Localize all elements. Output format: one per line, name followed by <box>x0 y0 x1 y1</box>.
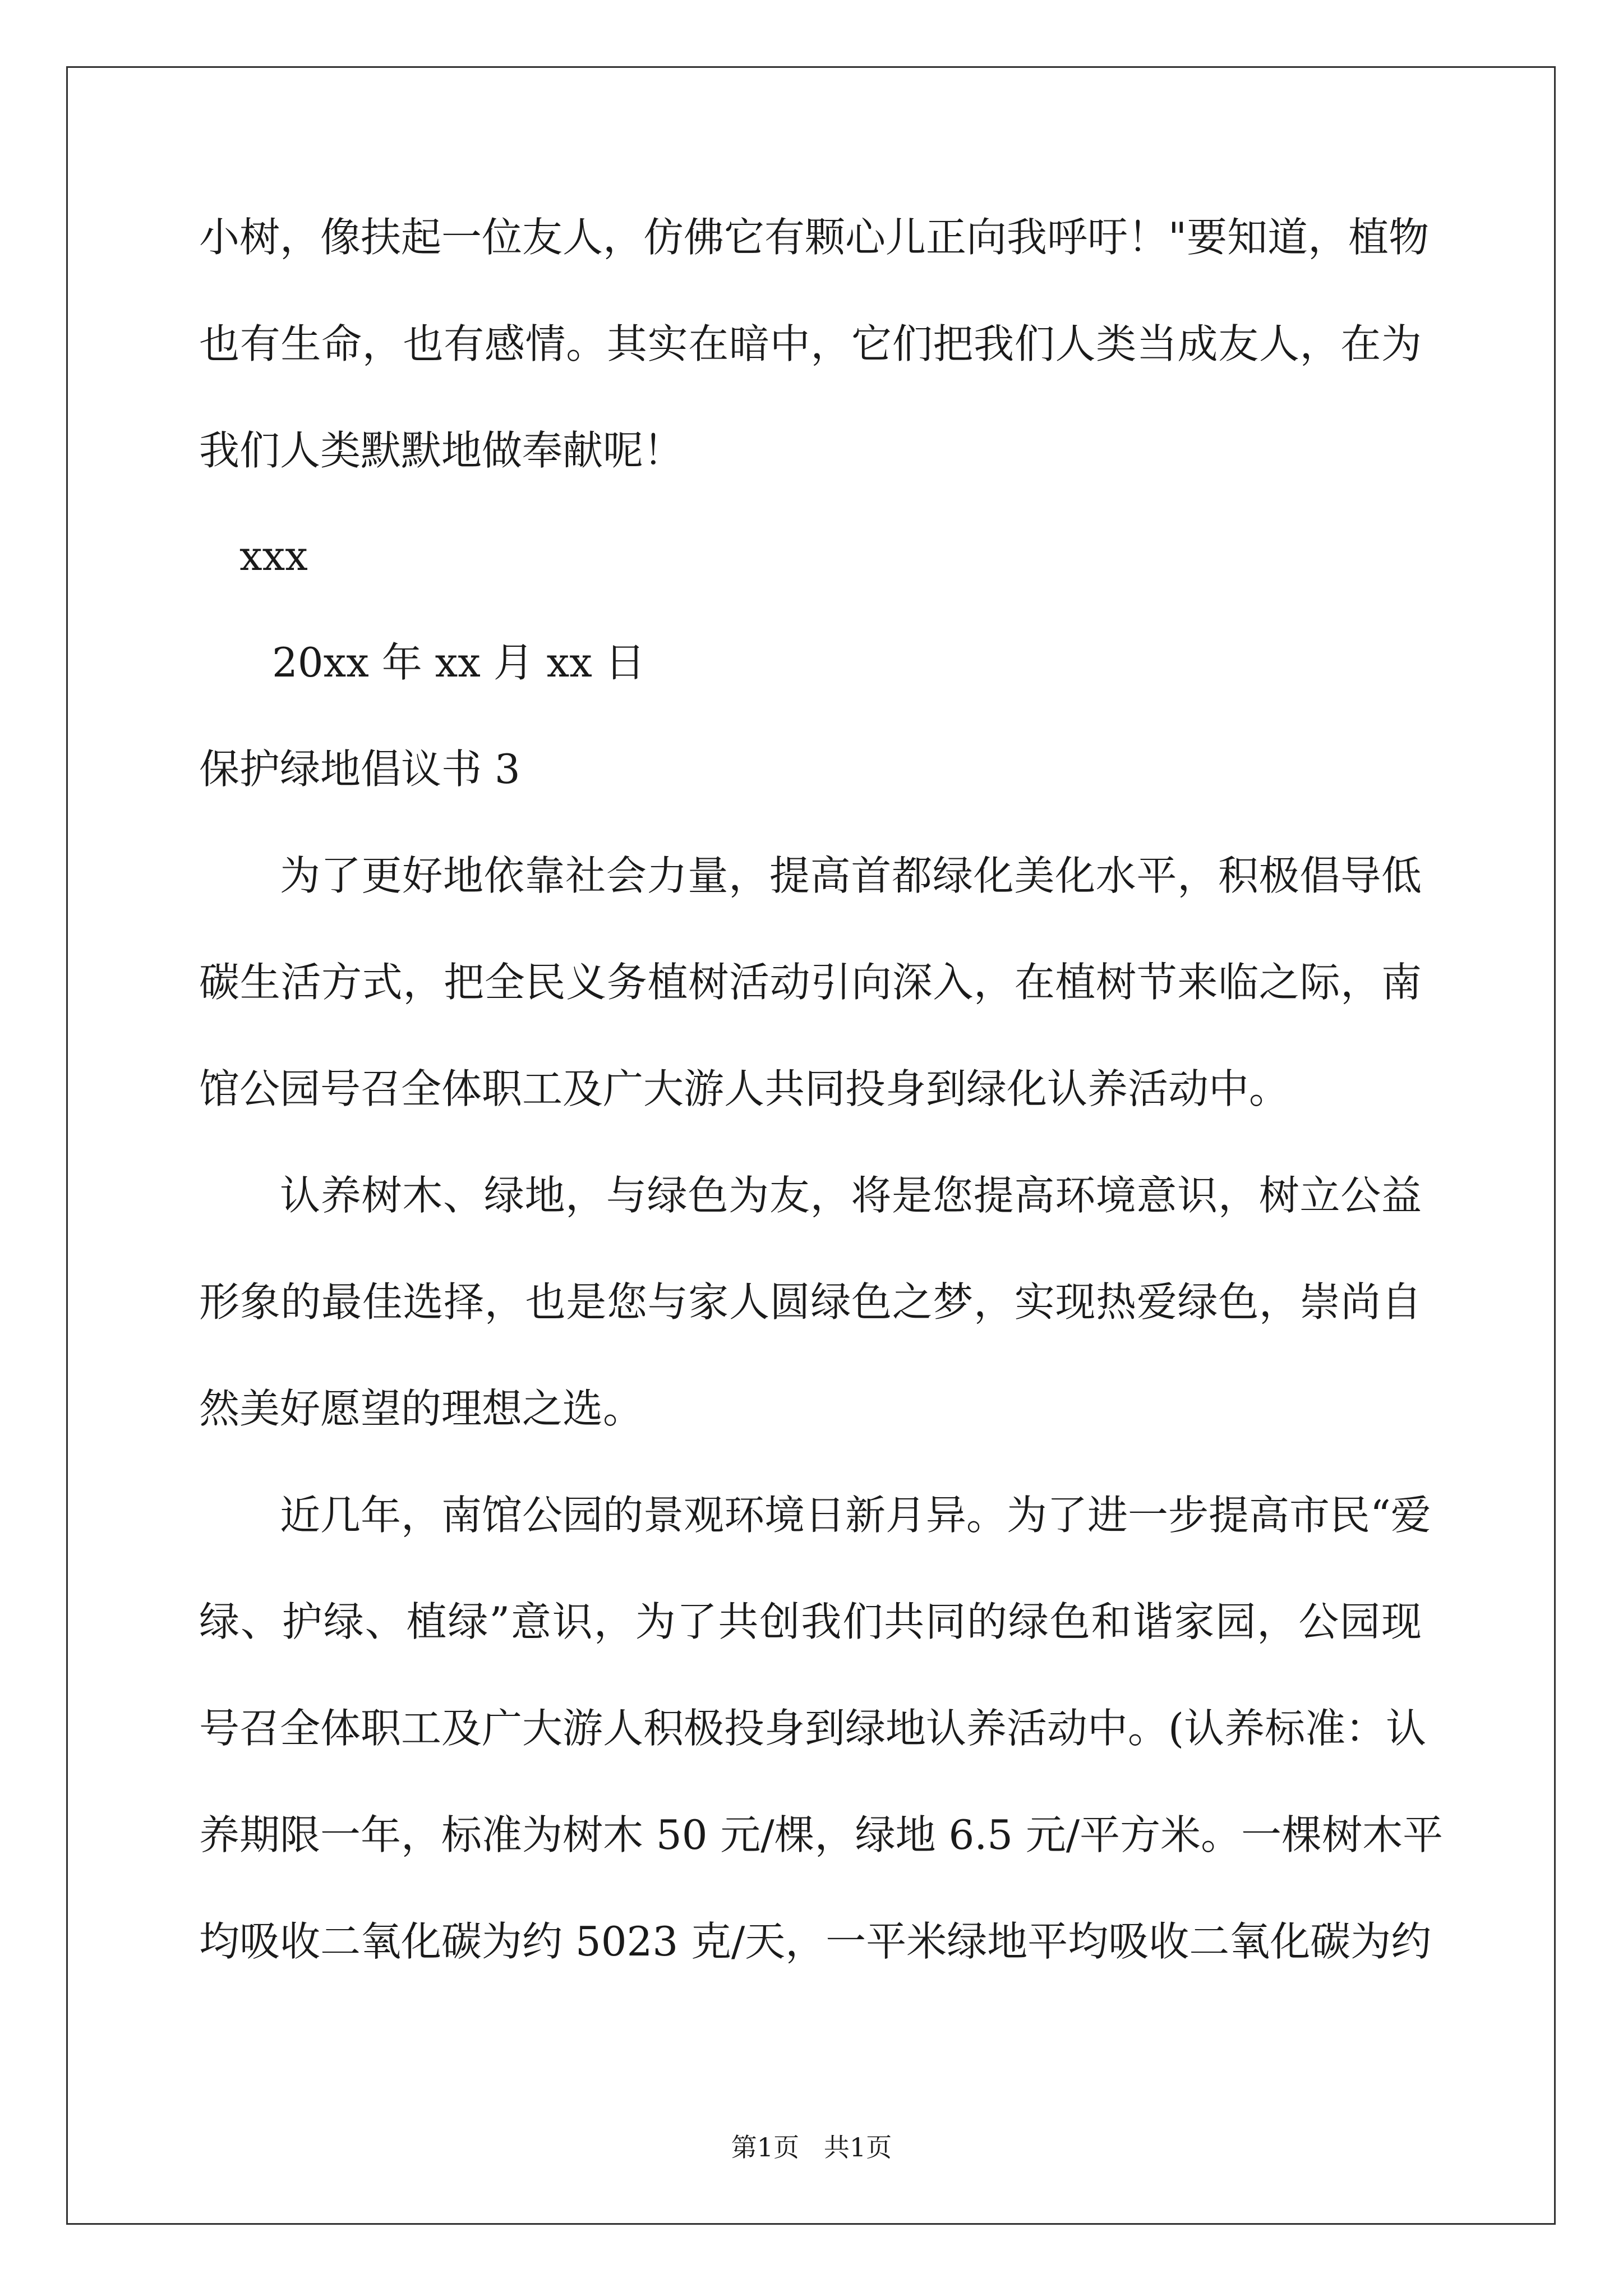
paragraph-line: 为了更好地依靠社会力量，提高首都绿化美化水平，积极倡导低 <box>280 852 1422 899</box>
paragraph-line: 近几年，南馆公园的景观环境日新月异。为了进一步提高市民“爱 <box>280 1492 1431 1539</box>
paragraph-line: 然美好愿望的理想之选。 <box>199 1385 644 1432</box>
paragraph-line: 号召全体职工及广大游人积极投身到绿地认养活动中。(认养标准：认 <box>199 1705 1427 1752</box>
text-line: 我们人类默默地做奉献呢！ <box>199 427 684 474</box>
paragraph-line: 均吸收二氧化碳为约 5023 克/天，一平米绿地平均吸收二氧化碳为约 <box>199 1918 1432 1965</box>
page-border <box>66 66 1556 2225</box>
signature-date: 20xx 年 xx 月 xx 日 <box>272 639 645 686</box>
paragraph-line: 碳生活方式，把全民义务植树活动引向深入，在植树节来临之际，南 <box>199 959 1422 1006</box>
paragraph-line: 形象的最佳选择，也是您与家人圆绿色之梦，实现热爱绿色，崇尚自 <box>199 1278 1422 1326</box>
signature-name: xxx <box>239 532 308 579</box>
paragraph-line: 绿、护绿、植绿”意识，为了共创我们共同的绿色和谐家园，公园现 <box>199 1598 1422 1645</box>
text-line: 小树，像扶起一位友人，仿佛它有颗心儿正向我呼吁！"要知道，植物 <box>199 214 1430 261</box>
paragraph-line: 养期限一年，标准为树木 50 元/棵，绿地 6.5 元/平方米。一棵树木平 <box>199 1811 1444 1858</box>
text-line: 也有生命，也有感情。其实在暗中，它们把我们人类当成友人，在为 <box>199 320 1422 367</box>
page-footer: 第1页 共1页 <box>731 2132 892 2162</box>
section-title: 保护绿地倡议书 3 <box>199 746 520 793</box>
paragraph-line: 认养树木、绿地，与绿色为友，将是您提高环境意识，树立公益 <box>280 1172 1422 1219</box>
paragraph-line: 馆公园号召全体职工及广大游人共同投身到绿化认养活动中。 <box>199 1065 1290 1112</box>
